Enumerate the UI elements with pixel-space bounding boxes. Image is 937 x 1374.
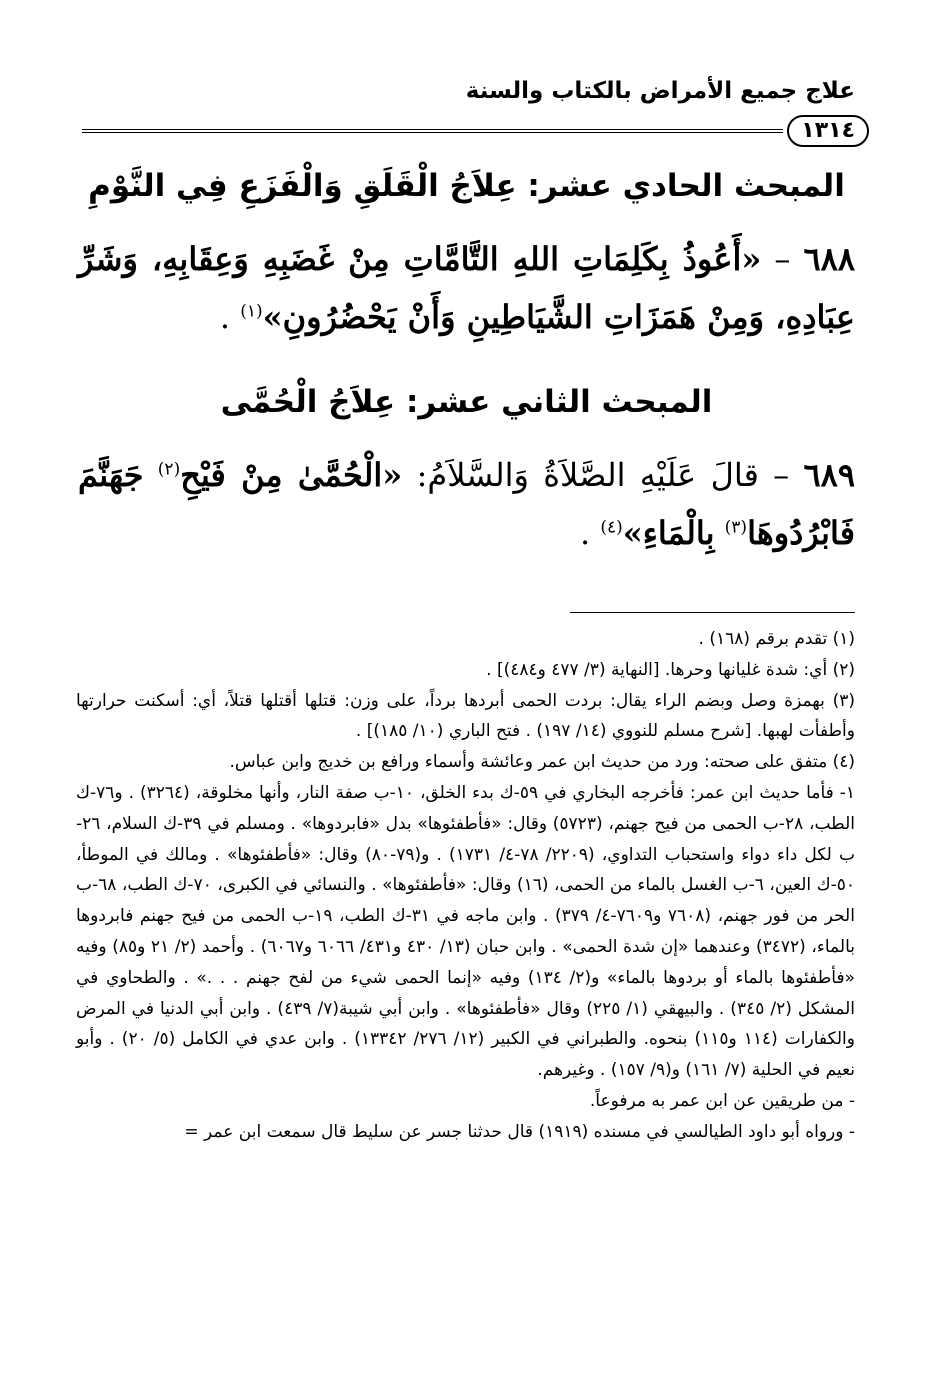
footnotes (76, 624, 855, 1148)
hadith-688: ٦٨٨ – «أَعُوذُ بِكَلِمَاتِ اللهِ التَّامَّاتِ مِنْ غَضَبِهِ وَعِقَابِهِ، وَشَرِّ عِبَادِهِ، وَمِنْ هَمَزَاتِ الشَّيَاطِينِ وَأَنْ يَحْضُرُونِ»$^{(١)}$ . (78, 240, 856, 336)
page-number-row (82, 114, 869, 148)
dash: – (761, 240, 791, 278)
footnote-1: (١) تقدم برقم (١٦٨) . (698, 629, 855, 649)
footnote-3: (٣) بهمزة وصل وبضم الراء يقال: بردت الحمى أبردها برداً، على وزن: قتلها أقتلها قتلاً، أي: أسكنت حرارتها وأطفأت لهبها. [شرح مسلم للنووي (١٤/ ١٩٧) . فتح الباري (١٠/ ١٨٥)] . (76, 690, 855, 742)
section-title-fever: المبحث الثاني عشر: عِلاَجُ الْحُمَّى (220, 384, 713, 420)
hadith-text-part2: جَهَنَّمَ فَابْرُدُوهَا (78, 456, 855, 552)
hadith-text-part1: «الْحُمَّىٰ مِنْ فَيْحِ (180, 456, 403, 494)
hadith-intro: قالَ عَلَيْهِ الصَّلاَةُ وَالسَّلاَمُ: (416, 456, 759, 494)
page-header (82, 78, 855, 118)
footnote-separator (570, 612, 855, 613)
footnote-ref: (٤) (600, 517, 623, 538)
hadith-text: «أَعُوذُ بِكَلِمَاتِ اللهِ التَّامَّاتِ مِنْ غَضَبِهِ وَعِقَابِهِ، وَشَرِّ عِبَادِهِ، وَمِنْ هَمَزَاتِ الشَّيَاطِينِ وَأَنْ يَحْضُرُونِ» (78, 240, 855, 336)
hadith-text-part3: بِالْمَاءِ» (622, 514, 715, 552)
footnote-4-note-2: - ورواه أبو داود الطيالسي في مسنده (١٩١٩) قال حدثنا جسر عن سليط قال سمعت ابن عمر = (184, 1121, 855, 1142)
hadith-number: ٦٨٩ (803, 456, 856, 494)
footnote-ref: (٣) (724, 517, 748, 538)
footnote-4: (٤) متفق على صحته: ورد من حديث ابن عمر وعائشة وأسماء ورافع بن خديج وابن عباس. (229, 752, 855, 773)
header-rule (82, 129, 783, 133)
footnote-4-takhrij: ١- فأما حديث ابن عمر: فأخرجه البخاري في ٥٩-ك بدء الخلق، ١٠-ب صفة النار، وأنها مخلوقة، (٣٢٦٤) . و٧٦-ك الطب، ٢٨-ب الحمى من فيح جهنم، (٥٧٢٣) وقال: «فأطفئوها» بدل «فابردوها» . ومسلم في ٣٩-ك السلام، ٢٦-ب لكل داء دواء واستحباب التداوي، (٢٢٠٩/ ٧٨-٤/ ١٧٣١) . و(٧٩-٨٠) وقال: «فأطفئوها» . ومالك في الموطأ، ٥٠-ك العين، ٦-ب الغسل بالماء من الحمى، (١٦) وقال: «فأطفئوها» . والنسائي في الكبرى، ٧٠-ك الطب، ٦٨-ب الحر من فور جهنم، (٧٦٠٨ و٧٦٠٩-٤/ ٣٧٩) . وابن ماجه في ٣١-ك الطب، ١٩-ب الحمى من فيح جهنم فابردوها بالماء، (٣٤٧٢) وعندهما «إن شدة الحمى» . وابن حبان (١٣/ ٤٣٠ و٤٣١/ ٦٠٦٦ و٦٠٦٧) . وأحمد (٢/ ٢١ و٨٥) وفيه «فأطفئوها بالماء أو بردوها بالماء» و(٢/ ١٣٤) وفيه «إنما الحمى شيء من لفح جهنم . . .» . والطحاوي في المشكل (٢/ ٣٤٥) . والبيهقي (١/ ٢٢٥) وقال «فأطفئوها» . وابن أبي شيبة(٧/ ٤٣٩) . وابن أبي الدنيا في المرض والكفارات (١١٤ و١١٥) بنحوه. والطبراني في الكبير (١٢/ ٢٧٦/ ١٣٣٤٢) . وابن عدي في الكامل (٥/ ٢٠) . وأبو نعيم في الحلية (٧/ ١٦١) و(٩/ ١٥٧) . وغيرهم. (76, 782, 856, 1081)
section-title-anxiety: المبحث الحادي عشر: عِلاَجُ الْقَلَقِ وَالْفَزَعِ فِي النَّوْمِ (88, 168, 845, 204)
hadith-689: ٦٨٩ – قالَ عَلَيْهِ الصَّلاَةُ وَالسَّلاَمُ: «الْحُمَّىٰ مِنْ فَيْحِ$^{(٢)}$ جَهَنَّمَ فَابْرُدُوهَا$^{(٣)}$ بِالْمَاءِ»$^{(٤)}$ . (78, 456, 856, 552)
footnote-ref: (٢) (157, 459, 181, 480)
footnote-2: (٢) أي: شدة غليانها وحرها. [النهاية (٣/ ٤٧٧ و٤٨٤)] . (486, 659, 855, 680)
main-text (78, 160, 855, 562)
page-number: ١٣١٤ (787, 115, 869, 147)
footnote-ref: (١) (240, 301, 263, 322)
running-title: علاج جميع الأمراض بالكتاب والسنة (465, 78, 855, 104)
footnote-4-note-1: - من طريقين عن ابن عمر به مرفوعاً. (589, 1090, 855, 1111)
dash: – (758, 456, 790, 494)
hadith-number: ٦٨٨ (803, 240, 856, 278)
